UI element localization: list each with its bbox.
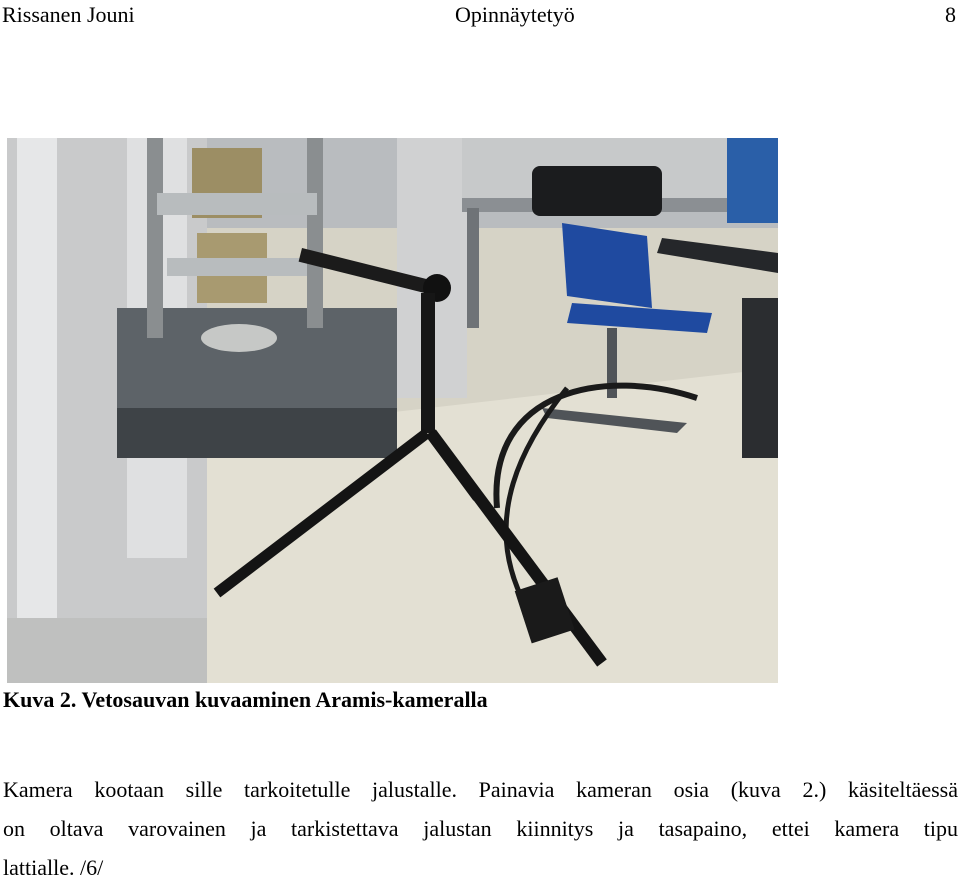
body-paragraph	[3, 770, 958, 887]
page-header	[0, 0, 960, 30]
paragraph-line: on oltava varovainen ja tarkistettava jalustan kiinnitys ja tasapaino, ettei kamera tipu	[3, 816, 958, 841]
header-title: Opinnäytetyö	[455, 2, 575, 27]
header-author: Rissanen Jouni	[2, 2, 135, 27]
lab-camera-tripod-image	[7, 138, 778, 683]
paragraph-line: lattialle. /6/	[3, 855, 104, 880]
paragraph-line: Kamera kootaan sille tarkoitetulle jalustalle. Painavia kameran osia (kuva 2.) käsiteltäessä	[3, 777, 958, 802]
figure-caption: Kuva 2. Vetosauvan kuvaaminen Aramis-kameralla	[3, 687, 488, 712]
page-number: 8	[945, 2, 956, 27]
figure-photo	[7, 138, 778, 683]
